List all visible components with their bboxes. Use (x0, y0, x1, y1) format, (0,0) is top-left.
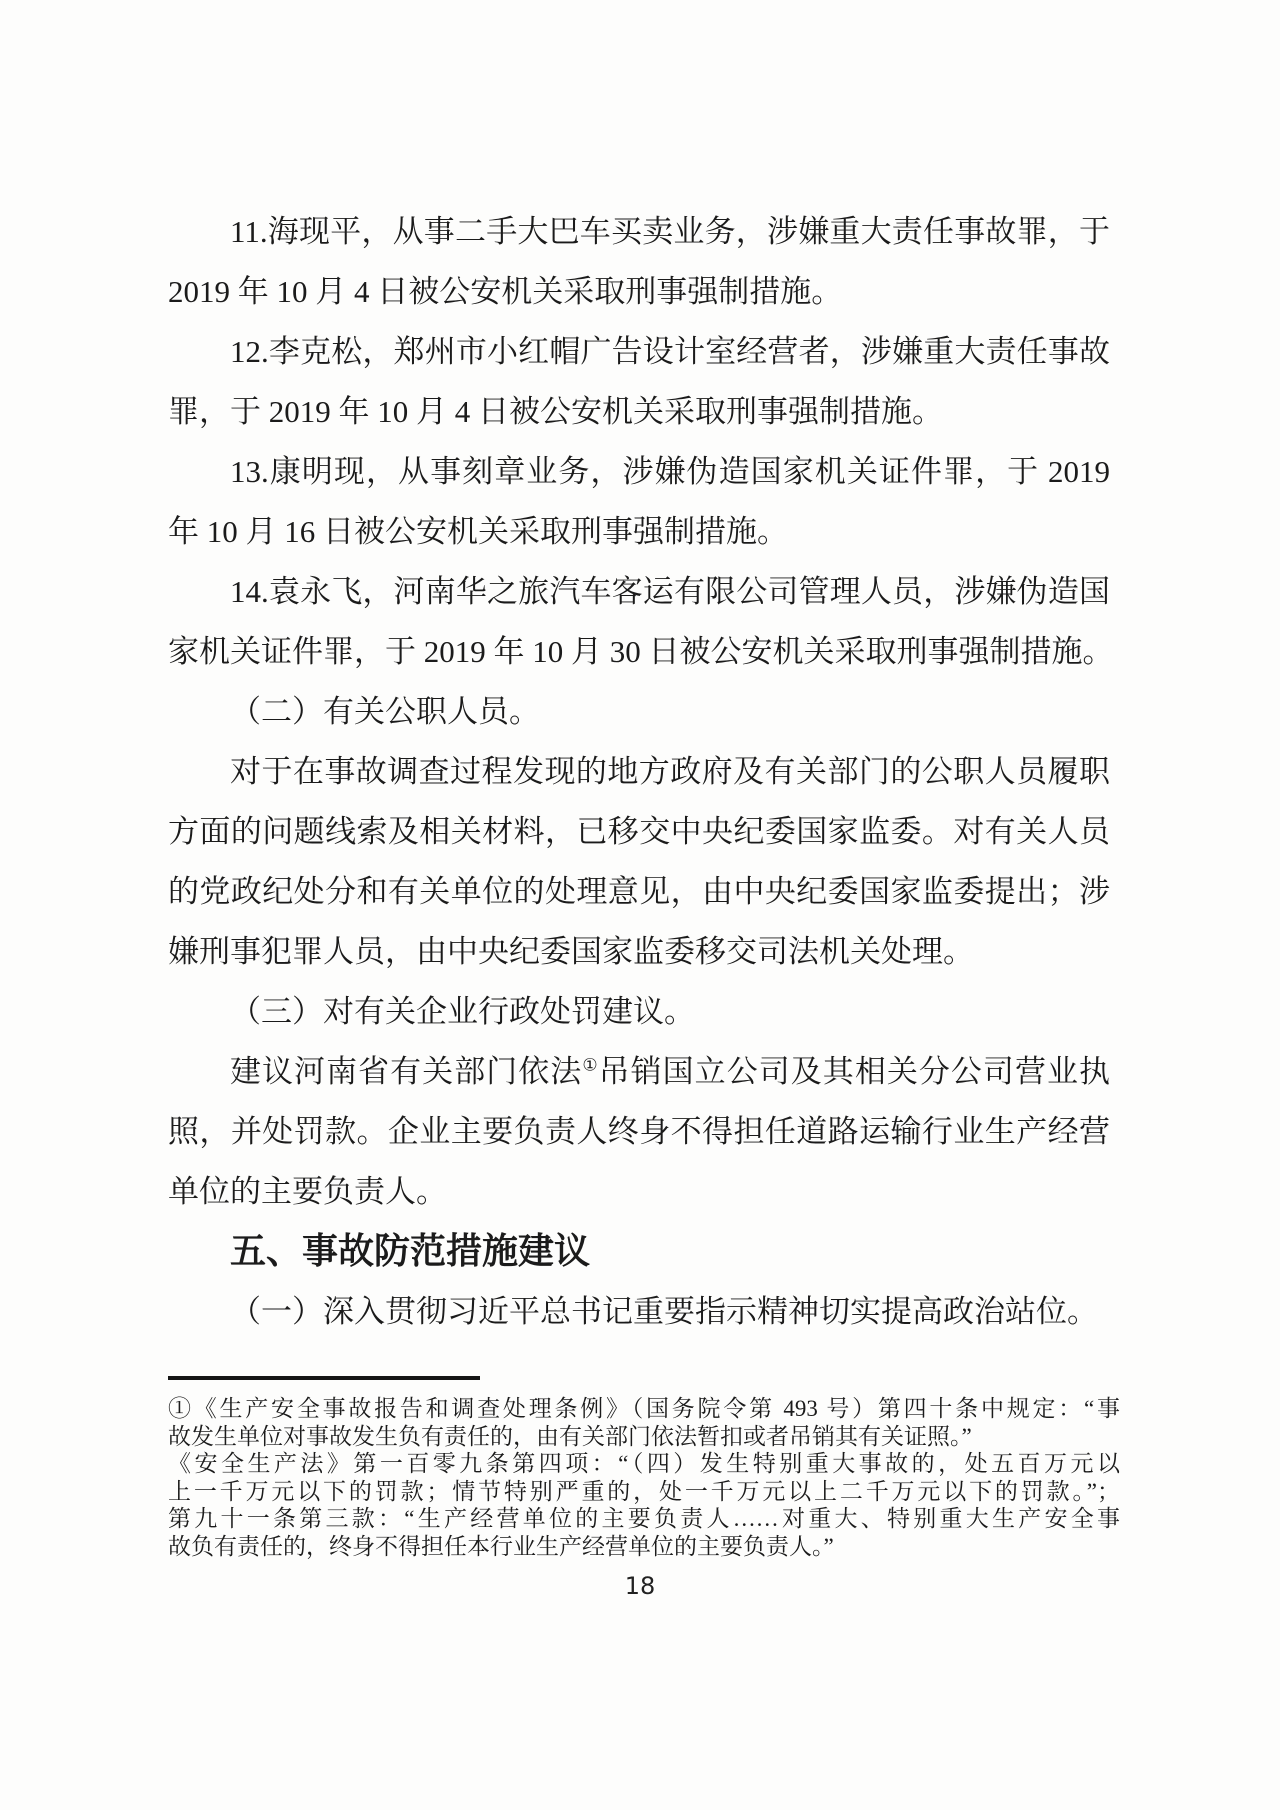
text-line: 照，并处罚款。企业主要负责人终身不得担任道路运输行业生产经营 (168, 1114, 1110, 1149)
text-line: （三）对有关企业行政处罚建议。 (230, 994, 695, 1029)
footnote-line: 故发生单位对事故发生负有责任的，由有关部门依法暂扣或者吊销其有关证照。” (168, 1423, 972, 1449)
document-body (168, 202, 1114, 1342)
text-line: 嫌刑事犯罪人员，由中央纪委国家监委移交司法机关处理。 (168, 934, 974, 969)
text-line: 11.海现平，从事二手大巴车买卖业务，涉嫌重大责任事故罪，于 (230, 214, 1110, 249)
text-line: 12.李克松，郑州市小红帽广告设计室经营者，涉嫌重大责任事故 (230, 334, 1110, 369)
text-line: 五、事故防范措施建议 (230, 1231, 591, 1272)
text-line: （一）深入贯彻习近平总书记重要指示精神切实提高政治站位。 (230, 1294, 1098, 1329)
footnote-line: ①《生产安全事故报告和调查处理条例》（国务院令第 493 号）第四十条中规定：“事 (168, 1396, 1120, 1421)
footnote-ref-mark: ① (582, 1055, 599, 1075)
footnote-line: 故负有责任的，终身不得担任本行业生产经营单位的主要负责人。” (168, 1533, 834, 1559)
text-line: 家机关证件罪，于 2019 年 10 月 30 日被公安机关采取刑事强制措施。 (168, 634, 1114, 669)
footnote-separator-rule (168, 1376, 480, 1380)
text-line: 罪，于 2019 年 10 月 4 日被公安机关采取刑事强制措施。 (168, 394, 943, 429)
text-line: 的党政纪处分和有关单位的处理意见，由中央纪委国家监委提出；涉 (168, 874, 1110, 909)
text-line: 年 10 月 16 日被公安机关采取刑事强制措施。 (168, 514, 788, 549)
footnote-line: 《安全生产法》第一百零九条第四项：“（四）发生特别重大事故的，处五百万元以 (168, 1451, 1120, 1476)
text-line: 2019 年 10 月 4 日被公安机关采取刑事强制措施。 (168, 274, 843, 309)
footnotes (168, 1395, 1120, 1560)
text-line (168, 1042, 1110, 1102)
text-line: 13.康明现，从事刻章业务，涉嫌伪造国家机关证件罪，于 2019 (230, 454, 1110, 489)
footnote-line: 上一千万元以下的罚款；情节特别严重的，处一千万元以上二千万元以下的罚款。”； (168, 1478, 1120, 1504)
text-line: （二）有关公职人员。 (230, 694, 540, 729)
text-line: 对于在事故调查过程发现的地方政府及有关部门的公职人员履职 (230, 754, 1110, 789)
page-number: 18 (624, 1572, 656, 1600)
text-line: 方面的问题线索及相关材料，已移交中央纪委国家监委。对有关人员 (168, 814, 1110, 849)
text-line: 单位的主要负责人。 (168, 1174, 447, 1209)
text-segment: 吊销国立公司及其相关分公司营业执 (598, 1054, 1111, 1089)
footnote-line: 第九十一条第三款：“生产经营单位的主要负责人……对重大、特别重大生产安全事 (168, 1506, 1120, 1531)
text-segment: 建议河南省有关部门依法 (230, 1054, 583, 1089)
text-line: 14.袁永飞，河南华之旅汽车客运有限公司管理人员，涉嫌伪造国 (230, 574, 1110, 609)
